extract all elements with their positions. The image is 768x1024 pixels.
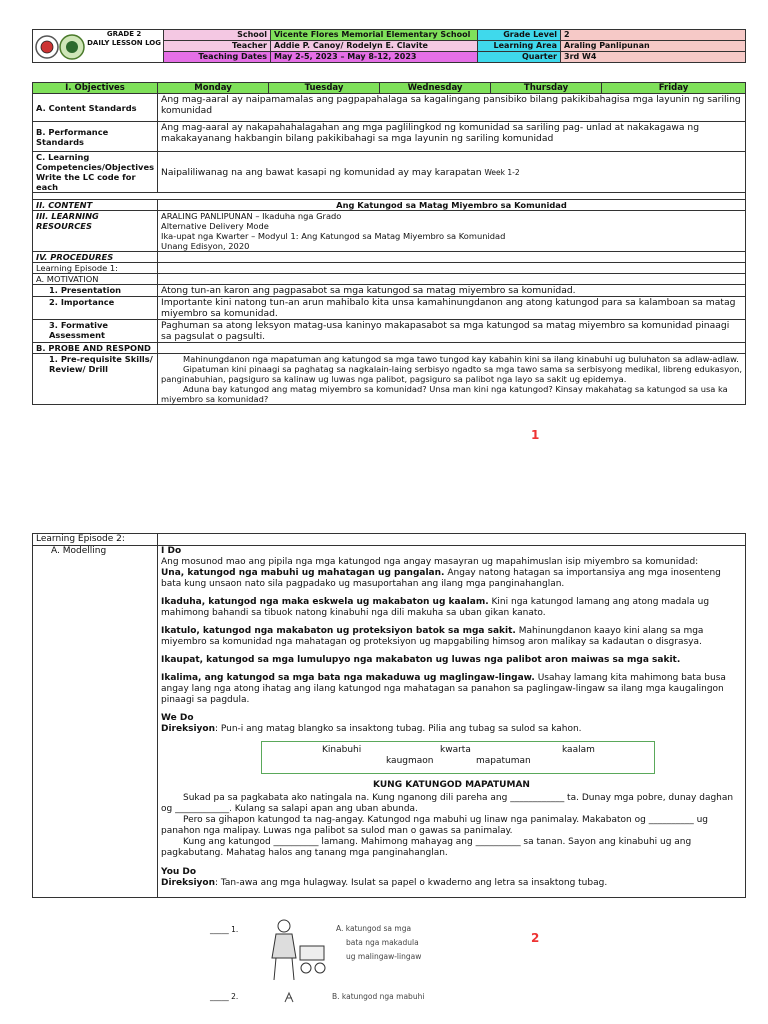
day-friday: Friday xyxy=(602,83,746,94)
episode2-label: Learning Episode 2: xyxy=(33,534,158,546)
right-1-text: Angay natong hatagan sa importansiya ang mga inosenteng bata kung unsaon nato sila pagpadako ug masuportahan ang ilang mga panginahanglan. xyxy=(161,568,721,589)
day-thursday: Thursday xyxy=(491,83,602,94)
page-number: 1 xyxy=(531,428,540,442)
answer-blank-2: _____ 2. xyxy=(210,992,239,1001)
competencies-week: Week 1-2 xyxy=(484,167,520,177)
probe-label: B. PROBE AND RESPOND xyxy=(33,343,158,354)
competencies-label: C. Learning Competencies/Objectives Write the LC code for each xyxy=(33,152,158,193)
youdo-direction: : Tan-awa ang mga hulagway. Isulat sa papel o kwaderno ang letra sa insaktong tubag. xyxy=(214,878,608,888)
teaching-dates-label: Teaching Dates xyxy=(164,52,271,63)
right-1-title: Una, katungod nga mabuhi ug mahatagan ug pangalan. xyxy=(161,568,445,578)
right-2-title: Ikaduha, katungod nga maka eskwela ug makabaton ug kaalam. xyxy=(161,597,489,607)
prereq-para: Mahinungdanon nga mapatuman ang katungod sa mga tawo tungod kay kabahin kini sa ilang kinabuhi ug buluhaton sa adlaw-adlaw. xyxy=(183,354,739,364)
right-3-text: Mahinungdanon kaayo kini alang sa mga miyembro sa komunidad nga mahatagan og proteksiyon ug mapgabiling himsog aron malikay sa kadautan o disgrasya. xyxy=(161,626,704,647)
formative-label: 3. Formative Assessment xyxy=(33,320,158,343)
prereq-para: Aduna bay katungod ang matag miyembro sa komunidad? Unsa man kini nga katungod? Kinsay makahatag sa katungod sa usa ka miyembro sa komunidad? xyxy=(161,384,728,404)
right-5-text: Usahay lamang kita mahimong bata busa angay lang nga atong ihatag ang ilang katungod nga mahatagan sa panahon sa paglingaw-lingaw sa ilang mga kaugalingon pinaagi sa pagdula. xyxy=(161,673,726,705)
header-table xyxy=(32,29,746,63)
formative-text: Paghuman sa atong leksyon matag-usa kaninyo makapasabot sa mga katungod sa matag miyembro sa komunidad pinaagi sa pagsulat o pagsulti. xyxy=(158,320,746,343)
competencies-text: Naipaliliwanag na ang bawat kasapi ng komunidad ay may karapatan xyxy=(161,166,482,178)
answer-blank-1: _____ 1. xyxy=(210,925,239,934)
content-standards-label: A. Content Standards xyxy=(33,94,158,122)
day-tuesday: Tuesday xyxy=(269,83,380,94)
option-a-line3: ug malingaw-lingaw xyxy=(346,952,422,961)
prereq-para: Gipatuman kini pinaagi sa paghatag sa nagkalain-laing serbisyo ngadto sa mga tawo sama sa serbisyong medikal, libreng edukasyon, panginabuhian, pagsiguro sa kalinaw ug luwas nga palibot, pagsiguro sa palibot nga layo sa sakit ug epidemya. xyxy=(161,364,742,384)
poem-stanza: Sukad pa sa pagkabata ako natingala na. Kung nganong dili pareha ang ____________ ta. Dunay mga pobre, dunay daghan og ____________. Kulang sa salapi apan ang uban abunda. xyxy=(161,793,734,814)
quarter-label: Quarter xyxy=(478,52,561,63)
learning-area-value: Araling Panlipunan xyxy=(561,41,746,52)
grade-level-label: Grade Level xyxy=(478,30,561,41)
worker-illustration-icon xyxy=(254,916,330,984)
prereq-label: 1. Pre-requisite Skills/ Review/ Drill xyxy=(33,354,158,405)
procedures-label: IV. PROCEDURES xyxy=(33,252,158,263)
lesson-table-page1 xyxy=(32,82,746,405)
objectives-header: I. Objectives xyxy=(33,83,158,94)
direction-label: Direksiyon xyxy=(161,878,215,888)
picture-activity xyxy=(210,912,460,1024)
episode1-label: Learning Episode 1: xyxy=(33,263,158,274)
learning-resources-cell xyxy=(158,211,746,252)
ido-heading: I Do xyxy=(161,546,182,556)
teacher-value: Addie P. Canoy/ Rodelyn E. Clavite xyxy=(271,41,478,52)
wedo-heading: We Do xyxy=(161,713,194,723)
competencies-cell xyxy=(158,152,746,193)
right-2-text: Kini nga katungod lamang ang atong madala ug mahimong bahandi sa tibuok natong kinabuhi nga dili makuha sa uban gikan kanato. xyxy=(161,597,710,618)
word-bank-box xyxy=(261,741,655,774)
learning-resources-label: III. LEARNING RESOURCES xyxy=(33,211,158,252)
option-a-line2: bata nga makadula xyxy=(346,938,419,947)
teacher-label: Teacher xyxy=(164,41,271,52)
header-logos xyxy=(33,30,164,63)
prereq-cell xyxy=(158,354,746,405)
wedo-direction: : Pun-i ang matag blangko sa insaktong tubag. Pilia ang tubag sa sulod sa kahon. xyxy=(214,724,582,734)
doc-type-label: DAILY LESSON LOG xyxy=(87,39,161,47)
poem-title: KUNG KATUNGOD MAPATUMAN xyxy=(373,780,530,790)
resource-line: Unang Edisyon, 2020 xyxy=(161,241,250,251)
school-value: Vicente Flores Memorial Elementary School xyxy=(271,30,478,41)
word-option: kaalam xyxy=(562,745,595,755)
learning-area-label: Learning Area xyxy=(478,41,561,52)
content-title: Ang Katungod sa Matag Miyembro sa Komunidad xyxy=(158,200,746,211)
resource-line: Alternative Delivery Mode xyxy=(161,221,269,231)
right-4-title: Ikaupat, katungod sa mga lumulupyo nga makabaton ug luwas nga palibot aron maiwas sa mga sakit. xyxy=(161,655,681,665)
modelling-label: A. Modelling xyxy=(33,546,158,898)
presentation-label: 1. Presentation xyxy=(33,285,158,297)
performance-standards-text: Ang mag-aaral ay nakapahahalagahan ang mga paglilingkod ng komunidad sa sariling pag- unlad at nakakagawa ng makakayanang hakbangin bilang pakikibahagi sa mga layunin ng sariling komunidad xyxy=(158,122,746,152)
deped-seal-icon xyxy=(35,32,87,62)
poem-stanza: Kung ang katungod __________ lamang. Mahimong mahayag ang __________ sa tanan. Sayon ang kinabuhi ug ang pagkabutang. Mahatag halos ang tanang mga panginahanglan. xyxy=(161,837,692,858)
resource-line: ARALING PANLIPUNAN – Ikaduha nga Grado xyxy=(161,211,342,221)
option-a: A. katungod sa mga xyxy=(336,924,412,933)
right-3-title: Ikatulo, katungod nga makabaton ug proteksiyon batok sa mga sakit. xyxy=(161,626,516,636)
child-illustration-icon xyxy=(282,990,296,1004)
grade-label: GRADE 2 xyxy=(106,30,142,38)
importance-label: 2. Importance xyxy=(33,297,158,320)
intro-text: Ang mosunod mao ang pipila nga mga katungod nga angay masayran ug mapahimuslan isip miyembro sa komunidad: xyxy=(161,557,699,567)
grade-level-value: 2 xyxy=(561,30,746,41)
motivation-label: A. MOTIVATION xyxy=(33,274,158,285)
day-monday: Monday xyxy=(158,83,269,94)
resource-line: Ika-upat nga Kwarter – Modyul 1: Ang Katungod sa Matag Miyembro sa Komunidad xyxy=(161,231,506,241)
quarter-value: 3rd W4 xyxy=(561,52,746,63)
lesson-table-page2 xyxy=(32,533,746,898)
word-option: mapatuman xyxy=(476,756,531,766)
page-number: 2 xyxy=(531,931,540,945)
school-label: School xyxy=(164,30,271,41)
word-option: kaugmaon xyxy=(386,756,434,766)
content-label: II. CONTENT xyxy=(33,200,158,211)
modelling-cell xyxy=(158,546,746,898)
direction-label: Direksiyon xyxy=(161,724,215,734)
word-option: Kinabuhi xyxy=(322,745,362,755)
importance-text: Importante kini natong tun-an arun mahibalo kita unsa kamahinungdanon ang atong katungod para sa kalamboan sa matag miyembro sa komunidad. xyxy=(158,297,746,320)
content-standards-text: Ang mag-aaral ay naipamamalas ang pagpapahalaga sa kagalingang pansibiko bilang pakikibahagisa mga layunin ng sariling komunidad xyxy=(158,94,746,122)
teaching-dates-value: May 2-5, 2023 – May 8-12, 2023 xyxy=(271,52,478,63)
performance-standards-label: B. Performance Standards xyxy=(33,122,158,152)
option-b: B. katungod nga mabuhi xyxy=(332,992,425,1001)
day-wednesday: Wednesday xyxy=(380,83,491,94)
presentation-text: Atong tun-an karon ang pagpasabot sa mga katungod sa matag miyembro sa komunidad. xyxy=(158,285,746,297)
poem-stanza: Pero sa gihapon katungod ta nag-angay. Katungod nga mabuhi ug linaw nga panimalay. Makabaton og __________ ug panahon nga malipay. Luwas nga palibot sa sulod man o gawas sa panimalay. xyxy=(161,815,708,836)
word-option: kwarta xyxy=(440,745,471,755)
right-5-title: Ikalima, ang katungod sa mga bata nga makaduwa ug maglingaw-lingaw. xyxy=(161,673,535,683)
spacer-row xyxy=(33,193,746,200)
youdo-heading: You Do xyxy=(161,867,197,877)
